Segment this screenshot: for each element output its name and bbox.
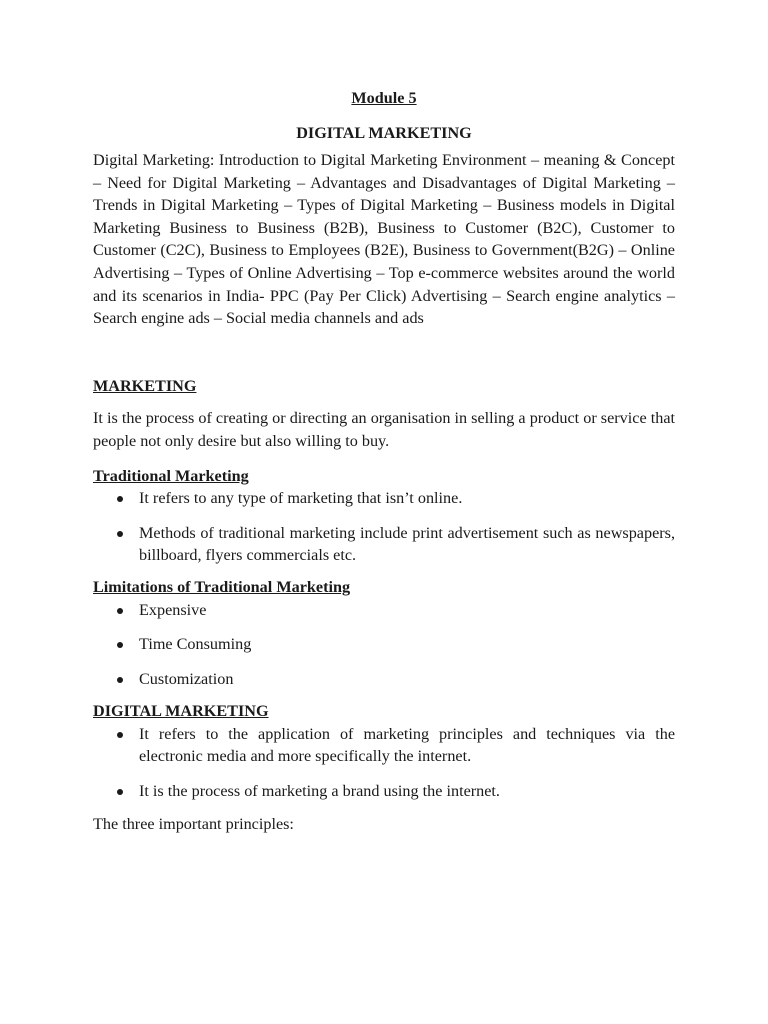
digital-marketing-list (93, 723, 675, 803)
traditional-marketing-heading: Traditional Marketing (93, 466, 249, 485)
list-item (93, 599, 675, 622)
list-item (93, 780, 675, 803)
list-item (93, 522, 675, 567)
list-item-text: Customization (139, 669, 234, 688)
list-item (93, 487, 675, 510)
bullet-icon (117, 789, 123, 795)
syllabus-paragraph: Digital Marketing: Introduction to Digital Marketing Environment – meaning & Concept – Need for Digital Marketing – Advantages and Disadvantages of Digital Marketing – Trends in Digital Marketing – Types of Digital Marketing – Business models in Digital Marketing Business to Business (B2B), Business to Customer (B2C), Customer to Customer (C2C), Business to Employees (B2E), Business to Government(B2G) – Online Advertising – Types of Online Advertising – Top e-commerce websites around the world and its scenarios in India- PPC (Pay Per Click) Advertising – Search engine analytics – Search engine ads – Social media channels and ads (93, 151, 675, 328)
bullet-icon (117, 531, 123, 537)
marketing-heading: MARKETING (93, 376, 197, 395)
list-item-text: It refers to the application of marketing principles and techniques via the electronic media and more specifically the internet. (139, 724, 675, 766)
list-item-text: It refers to any type of marketing that isn’t online. (139, 489, 463, 508)
document-page (93, 86, 675, 835)
module-title: Module 5 (351, 89, 417, 107)
limitations-heading: Limitations of Traditional Marketing (93, 577, 351, 596)
list-item (93, 668, 675, 691)
digital-marketing-heading: DIGITAL MARKETING (93, 702, 269, 721)
bullet-icon (117, 608, 123, 614)
list-item-text: Expensive (139, 600, 207, 619)
bullet-icon (117, 496, 123, 502)
list-item (93, 633, 675, 656)
principles-intro: The three important principles: (93, 814, 294, 833)
document-title: DIGITAL MARKETING (296, 124, 472, 142)
limitations-list (93, 599, 675, 691)
traditional-marketing-list (93, 487, 675, 567)
list-item-text: It is the process of marketing a brand using the internet. (139, 782, 500, 801)
bullet-icon (117, 732, 123, 738)
list-item (93, 723, 675, 768)
bullet-icon (117, 642, 123, 648)
marketing-definition: It is the process of creating or directing an organisation in selling a product or service that people not only desire but also willing to buy. (93, 409, 675, 450)
list-item-text: Methods of traditional marketing include print advertisement such as newspapers, billboard, flyers commercials etc. (139, 523, 675, 565)
list-item-text: Time Consuming (139, 635, 252, 654)
bullet-icon (117, 677, 123, 683)
